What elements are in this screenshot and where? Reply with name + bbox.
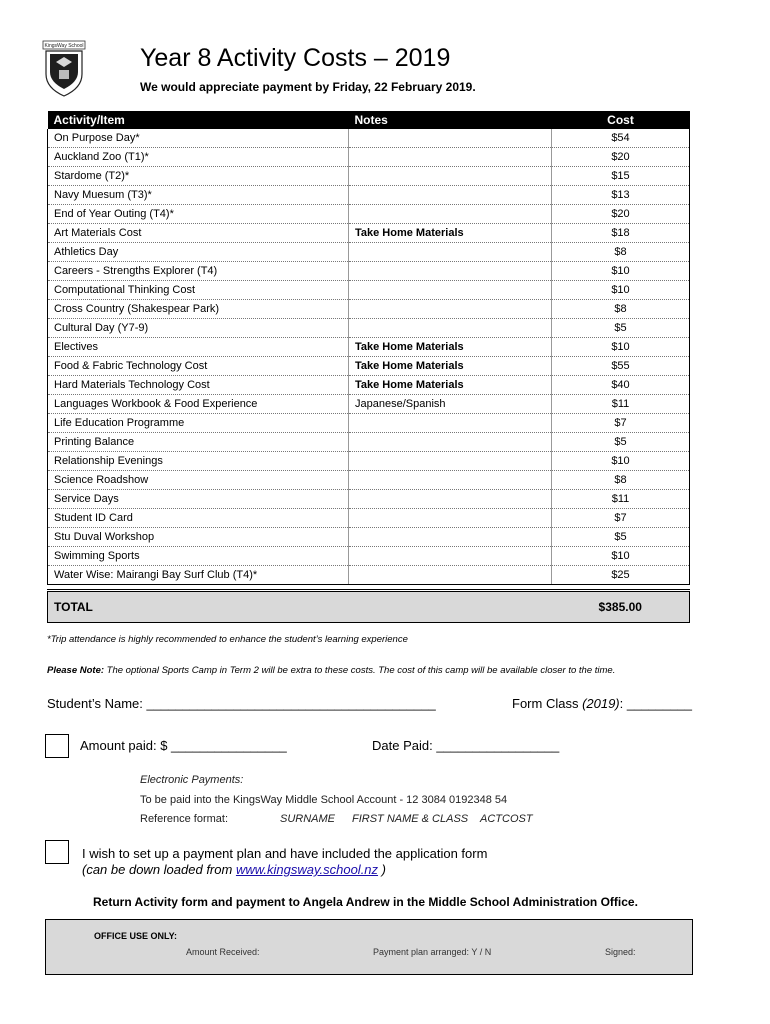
- table-row: [48, 148, 690, 167]
- activity-notes: [349, 452, 552, 471]
- amount-received-field: Amount Received:: [186, 947, 260, 957]
- trip-attendance-note: *Trip attendance is highly recommended to enhance the student’s learning experience: [47, 634, 408, 645]
- please-note-label: Please Note:: [47, 665, 105, 676]
- download-suffix: ): [378, 862, 386, 877]
- table-row: [48, 357, 690, 376]
- payment-deadline: We would appreciate payment by Friday, 22 February 2019.: [140, 80, 476, 94]
- payment-plan-line: I wish to set up a payment plan and have included the application form: [82, 846, 488, 861]
- activity-name: Service Days: [48, 490, 349, 509]
- table-row: [48, 129, 690, 148]
- activity-cost: $55: [552, 357, 690, 376]
- office-use-heading: OFFICE USE ONLY:: [94, 931, 178, 941]
- activity-notes: Take Home Materials: [349, 338, 552, 357]
- electronic-payments-heading: Electronic Payments:: [140, 774, 244, 786]
- activity-cost: $13: [552, 186, 690, 205]
- activity-cost: $11: [552, 490, 690, 509]
- reference-actcost: ACTCOST: [480, 813, 533, 825]
- activity-notes: [349, 129, 552, 148]
- activity-name: Printing Balance: [48, 433, 349, 452]
- activity-notes: Take Home Materials: [349, 224, 552, 243]
- activity-name: Art Materials Cost: [48, 224, 349, 243]
- table-row: [48, 547, 690, 566]
- table-row: [48, 319, 690, 338]
- activity-name: Science Roadshow: [48, 471, 349, 490]
- activity-costs-table: [47, 111, 690, 623]
- activity-notes: [349, 186, 552, 205]
- date-paid-field[interactable]: Date Paid: _________________: [372, 738, 560, 753]
- table-row: [48, 452, 690, 471]
- activity-notes: [349, 509, 552, 528]
- activity-name: Cultural Day (Y7-9): [48, 319, 349, 338]
- table-row: [48, 566, 690, 585]
- activity-cost: $10: [552, 452, 690, 471]
- activity-name: Athletics Day: [48, 243, 349, 262]
- activity-notes: [349, 319, 552, 338]
- activity-cost: $10: [552, 262, 690, 281]
- table-row: [48, 471, 690, 490]
- activity-name: Food & Fabric Technology Cost: [48, 357, 349, 376]
- activity-cost: $8: [552, 243, 690, 262]
- activity-cost: $8: [552, 300, 690, 319]
- signed-field: Signed:: [605, 947, 636, 957]
- activity-cost: $10: [552, 281, 690, 300]
- activity-name: Auckland Zoo (T1)*: [48, 148, 349, 167]
- activity-name: Languages Workbook & Food Experience: [48, 395, 349, 414]
- activity-notes: [349, 205, 552, 224]
- school-website-link[interactable]: www.kingsway.school.nz: [235, 862, 379, 877]
- reference-format: [140, 813, 533, 825]
- column-header-cost: Cost: [552, 111, 690, 129]
- table-row: [48, 509, 690, 528]
- table-row: [48, 414, 690, 433]
- total-value: $385.00: [552, 591, 690, 623]
- activity-name: End of Year Outing (T4)*: [48, 205, 349, 224]
- table-row: [48, 395, 690, 414]
- activity-cost: $7: [552, 509, 690, 528]
- activity-name: Swimming Sports: [48, 547, 349, 566]
- crest-school-name: KingsWay School: [44, 43, 84, 49]
- activity-notes: Take Home Materials: [349, 376, 552, 395]
- activity-name: Cross Country (Shakespear Park): [48, 300, 349, 319]
- table-row: [48, 376, 690, 395]
- activity-cost: $25: [552, 566, 690, 585]
- table-row: [48, 262, 690, 281]
- form-class-label: Form Class: [512, 696, 583, 711]
- table-row: [48, 338, 690, 357]
- activity-name: Life Education Programme: [48, 414, 349, 433]
- activity-name: On Purpose Day*: [48, 129, 349, 148]
- table-row: [48, 224, 690, 243]
- activity-notes: [349, 471, 552, 490]
- activity-notes: [349, 414, 552, 433]
- total-row: [48, 591, 690, 623]
- payment-plan-arranged-field: Payment plan arranged: Y / N: [373, 947, 492, 957]
- student-name-field[interactable]: Student’s Name: ________________________________________: [47, 696, 436, 711]
- payment-plan-checkbox[interactable]: [45, 840, 69, 864]
- table-row: [48, 433, 690, 452]
- reference-format-label: Reference format:: [140, 813, 229, 825]
- activity-name: Student ID Card: [48, 509, 349, 528]
- form-class-year: (2019): [582, 696, 620, 711]
- sports-camp-note: [47, 665, 615, 676]
- amount-paid-checkbox[interactable]: [45, 734, 69, 758]
- activity-cost: $20: [552, 205, 690, 224]
- table-row: [48, 490, 690, 509]
- activity-name: Relationship Evenings: [48, 452, 349, 471]
- school-crest-logo: [42, 40, 86, 98]
- column-header-activity: Activity/Item: [48, 111, 349, 129]
- payment-plan-text: [82, 846, 487, 878]
- activity-cost: $20: [552, 148, 690, 167]
- table-row: [48, 167, 690, 186]
- activity-cost: $40: [552, 376, 690, 395]
- activity-name: Hard Materials Technology Cost: [48, 376, 349, 395]
- table-row: [48, 186, 690, 205]
- activity-name: Water Wise: Mairangi Bay Surf Club (T4)*: [48, 566, 349, 585]
- table-row: [48, 243, 690, 262]
- reference-surname: SURNAME: [280, 813, 336, 825]
- table-row: [48, 281, 690, 300]
- office-use-box: [45, 919, 693, 975]
- activity-cost: $5: [552, 319, 690, 338]
- total-label: TOTAL: [48, 591, 552, 623]
- bank-account-line: To be paid into the KingsWay Middle School Account - 12 3084 0192348 54: [140, 794, 508, 806]
- form-class-blank: : _________: [619, 696, 692, 711]
- activity-cost: $15: [552, 167, 690, 186]
- activity-name: Stardome (T2)*: [48, 167, 349, 186]
- activity-notes: [349, 300, 552, 319]
- activity-name: Stu Duval Workshop: [48, 528, 349, 547]
- activity-notes: [349, 433, 552, 452]
- activity-cost: $5: [552, 528, 690, 547]
- activity-notes: [349, 243, 552, 262]
- column-header-notes: Notes: [349, 111, 552, 129]
- activity-cost: $7: [552, 414, 690, 433]
- activity-name: Careers - Strengths Explorer (T4): [48, 262, 349, 281]
- activity-notes: [349, 490, 552, 509]
- table-row: [48, 300, 690, 319]
- activity-notes: Japanese/Spanish: [349, 395, 552, 414]
- activity-notes: [349, 566, 552, 585]
- activity-notes: [349, 547, 552, 566]
- activity-notes: [349, 281, 552, 300]
- amount-paid-field[interactable]: Amount paid: $ ________________: [80, 738, 287, 753]
- activity-notes: [349, 167, 552, 186]
- form-class-field[interactable]: [512, 696, 692, 711]
- table-header-row: [48, 111, 690, 129]
- return-instructions: Return Activity form and payment to Angela Andrew in the Middle School Administration Office.: [93, 895, 638, 909]
- activity-cost: $18: [552, 224, 690, 243]
- activity-cost: $5: [552, 433, 690, 452]
- activity-name: Electives: [48, 338, 349, 357]
- activity-cost: $8: [552, 471, 690, 490]
- activity-cost: $10: [552, 338, 690, 357]
- activity-cost: $11: [552, 395, 690, 414]
- reference-first-name-class: FIRST NAME & CLASS: [352, 813, 469, 825]
- table-row: [48, 528, 690, 547]
- please-note-text: The optional Sports Camp in Term 2 will be extra to these costs. The cost of this camp will be available closer to the time.: [104, 665, 616, 676]
- download-prefix: (can be down loaded from: [82, 862, 236, 877]
- activity-notes: Take Home Materials: [349, 357, 552, 376]
- page-title: Year 8 Activity Costs – 2019: [140, 44, 451, 72]
- activity-cost: $10: [552, 547, 690, 566]
- activity-name: Computational Thinking Cost: [48, 281, 349, 300]
- activity-notes: [349, 148, 552, 167]
- activity-notes: [349, 262, 552, 281]
- activity-name: Navy Muesum (T3)*: [48, 186, 349, 205]
- table-row: [48, 205, 690, 224]
- activity-cost: $54: [552, 129, 690, 148]
- activity-notes: [349, 528, 552, 547]
